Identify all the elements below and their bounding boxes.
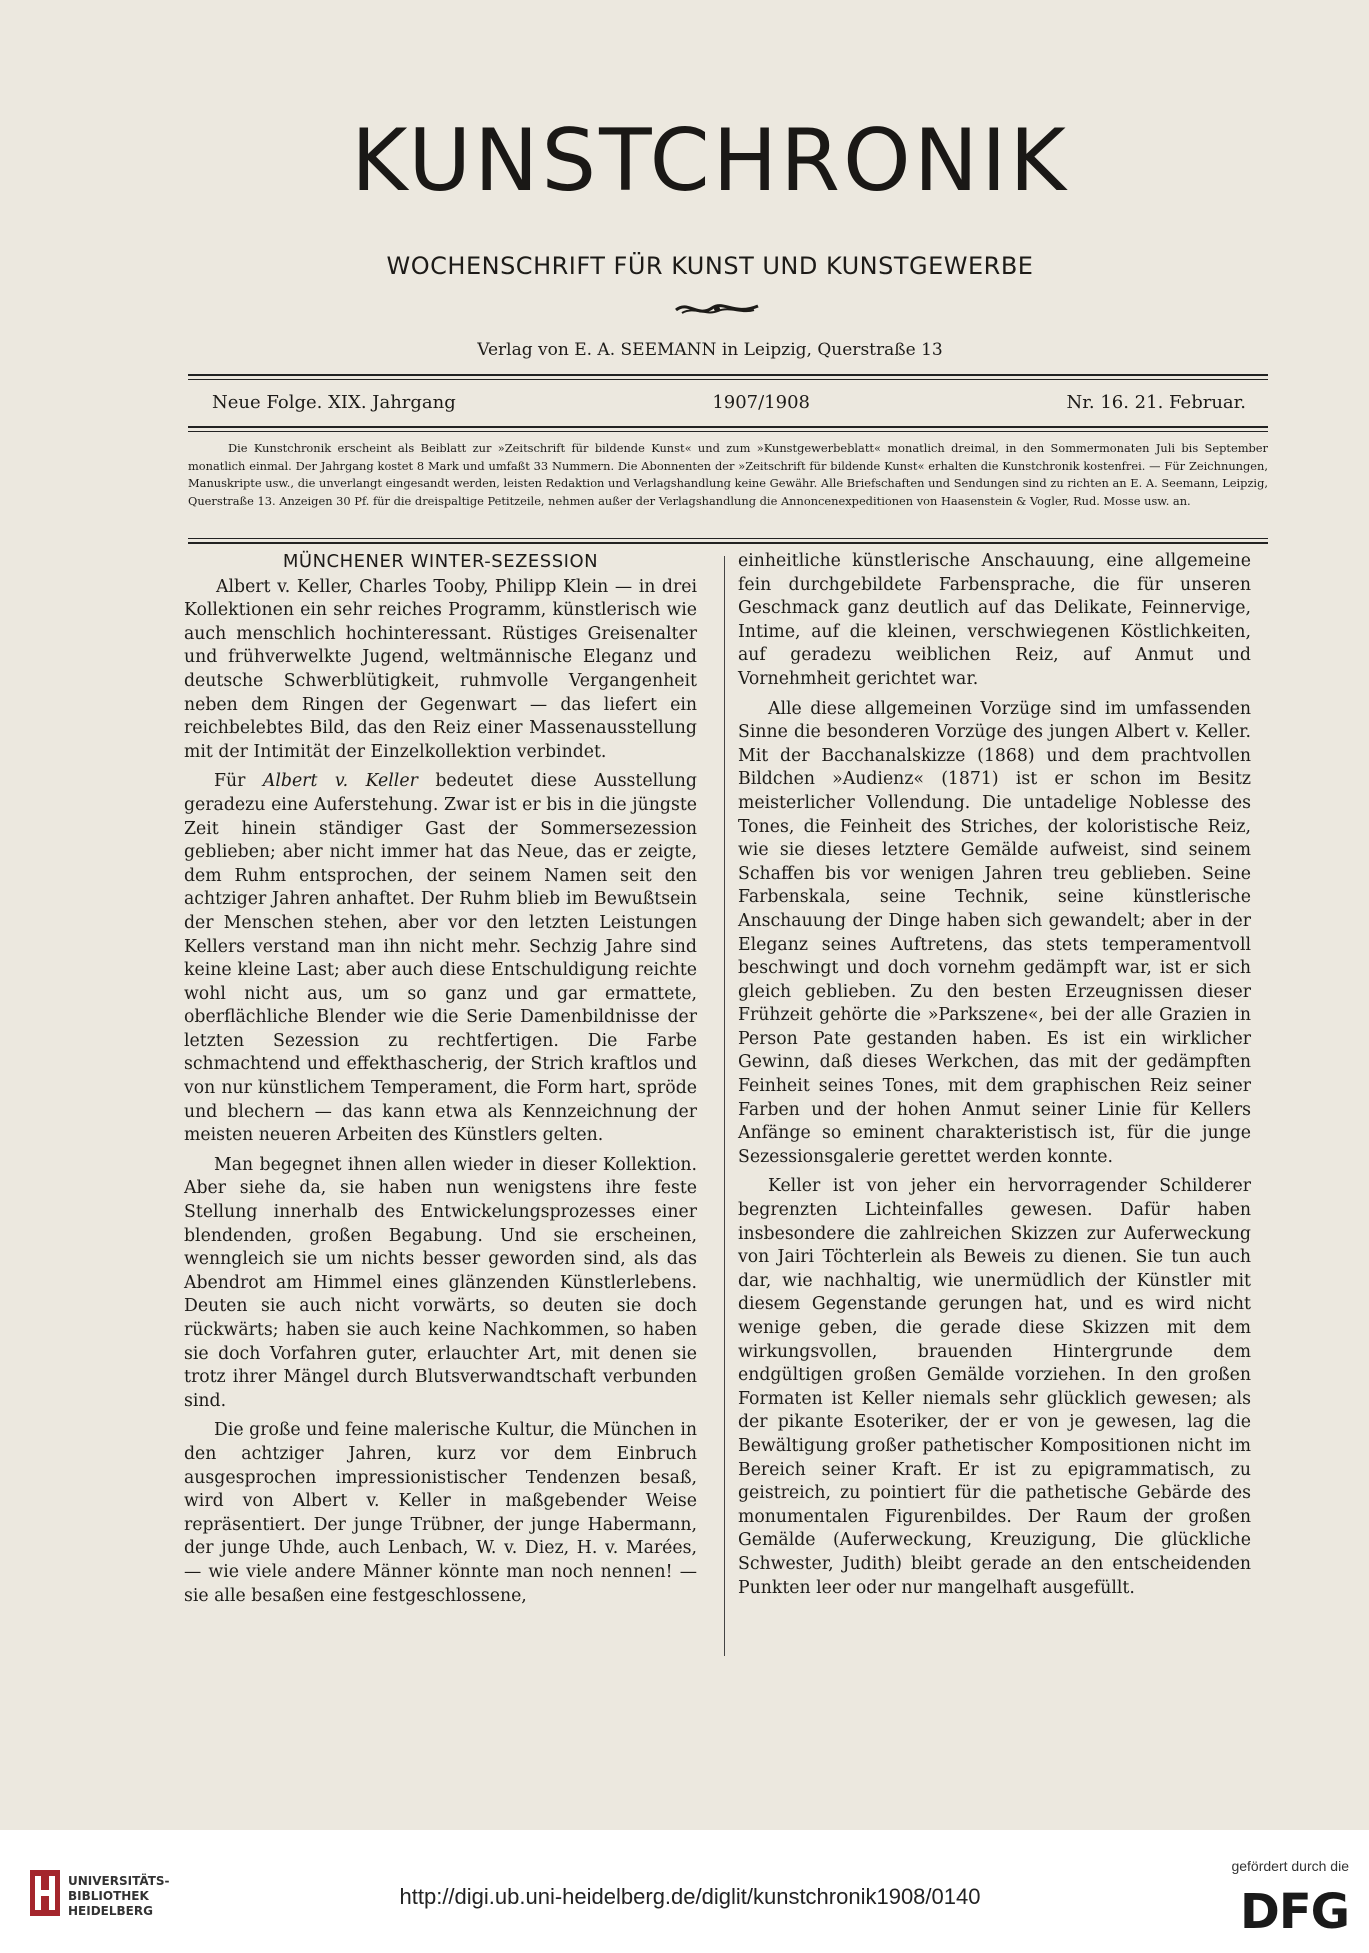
rule-notice-bottom [188,538,1268,539]
issue-years: 1907/1908 [712,392,810,413]
column-right [738,550,1251,1600]
issue-number-date: Nr. 16. 21. Februar. [1066,392,1246,413]
rule-double-bottom [188,379,1268,380]
paragraph: Alle diese allgemeinen Vorzüge sind im umfassenden Sinne die besonderen Vorzüge des jungen Albert v. Keller. Mit der Bacchanalskizze (1868) und dem prachtvollen Bildchen »Audienz« (1871) ist er schon im Besitz meisterlicher Vollendung. Die untadelige Noblesse des Tones, die Feinheit des Striches, der koloristische Reiz, wie sie dieses letztere Gemälde aufweist, sind seinem Schaffen bis vor wenigen Jahren treu geblieben. Seine Farbenskala, seine Technik, seine künstlerische Anschauung der Dinge haben sich gewandelt; aber in der Eleganz seines Auftretens, das stets temperamentvoll beschwingt und doch vornehm gedämpft war, ist er sich gleich geblieben. Zu den besten Erzeugnissen dieser Frühzeit gehörte die »Parkszene«, bei der alle Grazien in Person Pate gestanden haben. Es ist ein wirklicher Gewinn, daß dieses Werkchen, das mit der gedämpften Feinheit seines Tones, mit dem graphischen Reiz seiner Farben und der hohen Anmut seiner Linie für Kellers Anfänge so eminent charakteristisch ist, für die junge Sezessionsgalerie gerettet werden konnte. [738,698,1251,1167]
source-url-link[interactable]: http://digi.ub.uni-heidelberg.de/diglit/kunstchronik1908/0140 [399,1884,981,1909]
rule-issue-bottom-thin [188,431,1268,432]
dfg-logo: DFG [1239,1884,1349,1940]
university-logo-icon [30,1870,60,1916]
rule-issue-bottom [188,426,1268,428]
article-title: MÜNCHENER WINTER-SEZESSION [282,551,599,572]
paragraph: Für Albert v. Keller bedeutet diese Ausstellung geradezu eine Auferstehung. Zwar ist er bis in die jüngste Zeit hinein ständiger Gast der Sommersezession geblieben; aber nicht immer hat das Neue, das er zeigte, dem Ruhm entsprochen, der seinem Namen seit den achtziger Jahren anhaftet. Der Ruhm blieb im Bewußtsein der Menschen stehen, aber vor den letzten Leistungen Kellers verstand man ihn nicht mehr. Sechzig Jahre sind keine kleine Last; aber auch diese Entschuldigung reichte wohl nicht aus, um so ganz und gar ermattete, oberflächliche Blender wie die Serie Damenbildnisse der letzten Sezession zu rechtfertigen. Die Farbe schmachtend und effekthascherig, der Strich kraftlos und von nur künstlichem Temperament, die Form hart, spröde und blechern — das kann etwa als Kennzeichnung der meisten neueren Arbeiten des Künstlers gelten. [184,771,697,1146]
paragraph: einheitliche künstlerische Anschauung, eine allgemeine fein durchgebildete Farbensprache, die für unseren Geschmack ganz deutlich auf das Delikate, Feinnervige, Intime, auf die kleinen, verschwiegenen Köstlichkeiten, auf geradezu weiblichen Reiz, auf Anmut und Vornehmheit gerichtet war. [738,551,1251,689]
rule-notice-bottom-thick [188,542,1268,544]
issue-series: Neue Folge. XIX. Jahrgang [212,392,456,413]
ornament-icon [672,296,762,320]
funding-note: gefördert durch die [1231,1858,1349,1874]
rule-double-top [188,374,1268,376]
subscription-notice: Die Kunstchronik erscheint als Beiblatt zur »Zeitschrift für bildende Kunst« und zum »Kunstgewerbeblatt« monatlich dreimal, in den Sommermonaten Juli bis September monatlich einmal. Der Jahrgang kostet 8 Mark und umfaßt 33 Nummern. Die Abonnenten der »Zeitschrift für bildende Kunst« erhalten die Kunstchronik kostenfrei. — Für Zeichnungen, Manuskripte usw., die unverlangt eingesandt werden, leisten Redaktion und Verlagshandlung keine Gewähr. Alle Briefschaften und Sendungen sind zu richten an E. A. Seemann, Leipzig, Querstraße 13. Anzeigen 30 Pf. für die dreispaltige Petitzeile, nehmen außer der Verlagshandlung die Annoncenexpeditionen von Haasenstein & Vogler, Rud. Mosse usw. an. [188,441,1268,508]
journal-title: KUNSTCHRONIK [351,111,1069,211]
publisher-line: Verlag von E. A. SEEMANN in Leipzig, Querstraße 13 [477,340,943,360]
column-divider [724,556,725,1656]
journal-subtitle: WOCHENSCHRIFT FÜR KUNST UND KUNSTGEWERBE [386,252,1034,280]
paragraph: Man begegnet ihnen allen wieder in dieser Kollektion. Aber siehe da, sie haben nun wenigstens ihre feste Stellung innerhalb des Entwickelungsprozesses einer blendenden, großen Begabung. Und sie erscheinen, wenngleich sie um nichts besser geworden sind, als das Abendrot am Himmel eines glänzenden Künstlerlebens. Deuten sie auch nicht vorwärts, so deuten sie doch rückwärts; haben sie auch keine Nachkommen, so haben sie doch Vorfahren guter, erlauchter Art, mit denen sie trotz ihrer Mängel durch Blutsverwandtschaft verbunden sind. [184,1154,697,1411]
footer-bar [0,1830,1369,1953]
emphasized-name: Albert v. Keller [262,771,418,792]
library-name: UNIVERSITÄTS- BIBLIOTHEK HEIDELBERG [68,1874,170,1918]
paragraph: Albert v. Keller, Charles Tooby, Philipp Klein — in drei Kollektionen ein sehr reiches Programm, künstlerisch wie auch menschlich hochinteressant. Rüstiges Greisenalter und frühverwelkte Jugend, weltmännische Eleganz und deutsche Schwerblütigkeit, ruhmvolle Vergangenheit neben dem Ringen der Gegenwart — das liefert ein reichbelebtes Bild, das den Reiz einer Massenausstellung mit der Intimität der Einzelkollektion verbindet. [184,576,697,762]
issue-line [212,392,1246,413]
paragraph: Die große und feine malerische Kultur, die München in den achtziger Jahren, kurz vor dem Einbruch ausgesprochen impressionistischer Tendenzen besaß, wird von Albert v. Keller in maßgebender Weise repräsentiert. Der junge Trübner, der junge Habermann, der junge Uhde, auch Lenbach, W. v. Diez, H. v. Marées, — wie viele andere Männer könnte man noch nennen! — sie alle besaßen eine festgeschlossene, [184,1420,697,1606]
paragraph: Keller ist von jeher ein hervorragender Schilderer begrenzten Lichteinfalles gewesen. Dafür haben insbesondere die zahlreichen Skizzen zur Auferweckung von Jairi Töchterlein als Beweis zu dienen. Sie tun auch dar, wie nachhaltig, wie unermüdlich der Künstler mit diesem Gegenstande gerungen hat, und es wird nicht wenige geben, die gerade diese Skizzen mit dem wirkungsvollen, brauenden Hintergrunde dem endgültigen großen Gemälde vorziehen. In den großen Formaten ist Keller niemals sehr glücklich gewesen; als der pikante Esoteriker, der er von je gewesen, lag die Bewältigung großer pathetischer Kompositionen nicht im Bereich seiner Kraft. Er ist zu epigrammatisch, zu geistreich, zu pointiert für die pathetische Gebärde des monumentalen Figurenbildes. Der Raum der großen Gemälde (Auferweckung, Kreuzigung, Die glückliche Schwester, Judith) bleibt gerade an den entscheidenden Punkten leer oder nur mangelhaft ausgefüllt. [738,1176,1251,1598]
column-left [184,550,697,1608]
